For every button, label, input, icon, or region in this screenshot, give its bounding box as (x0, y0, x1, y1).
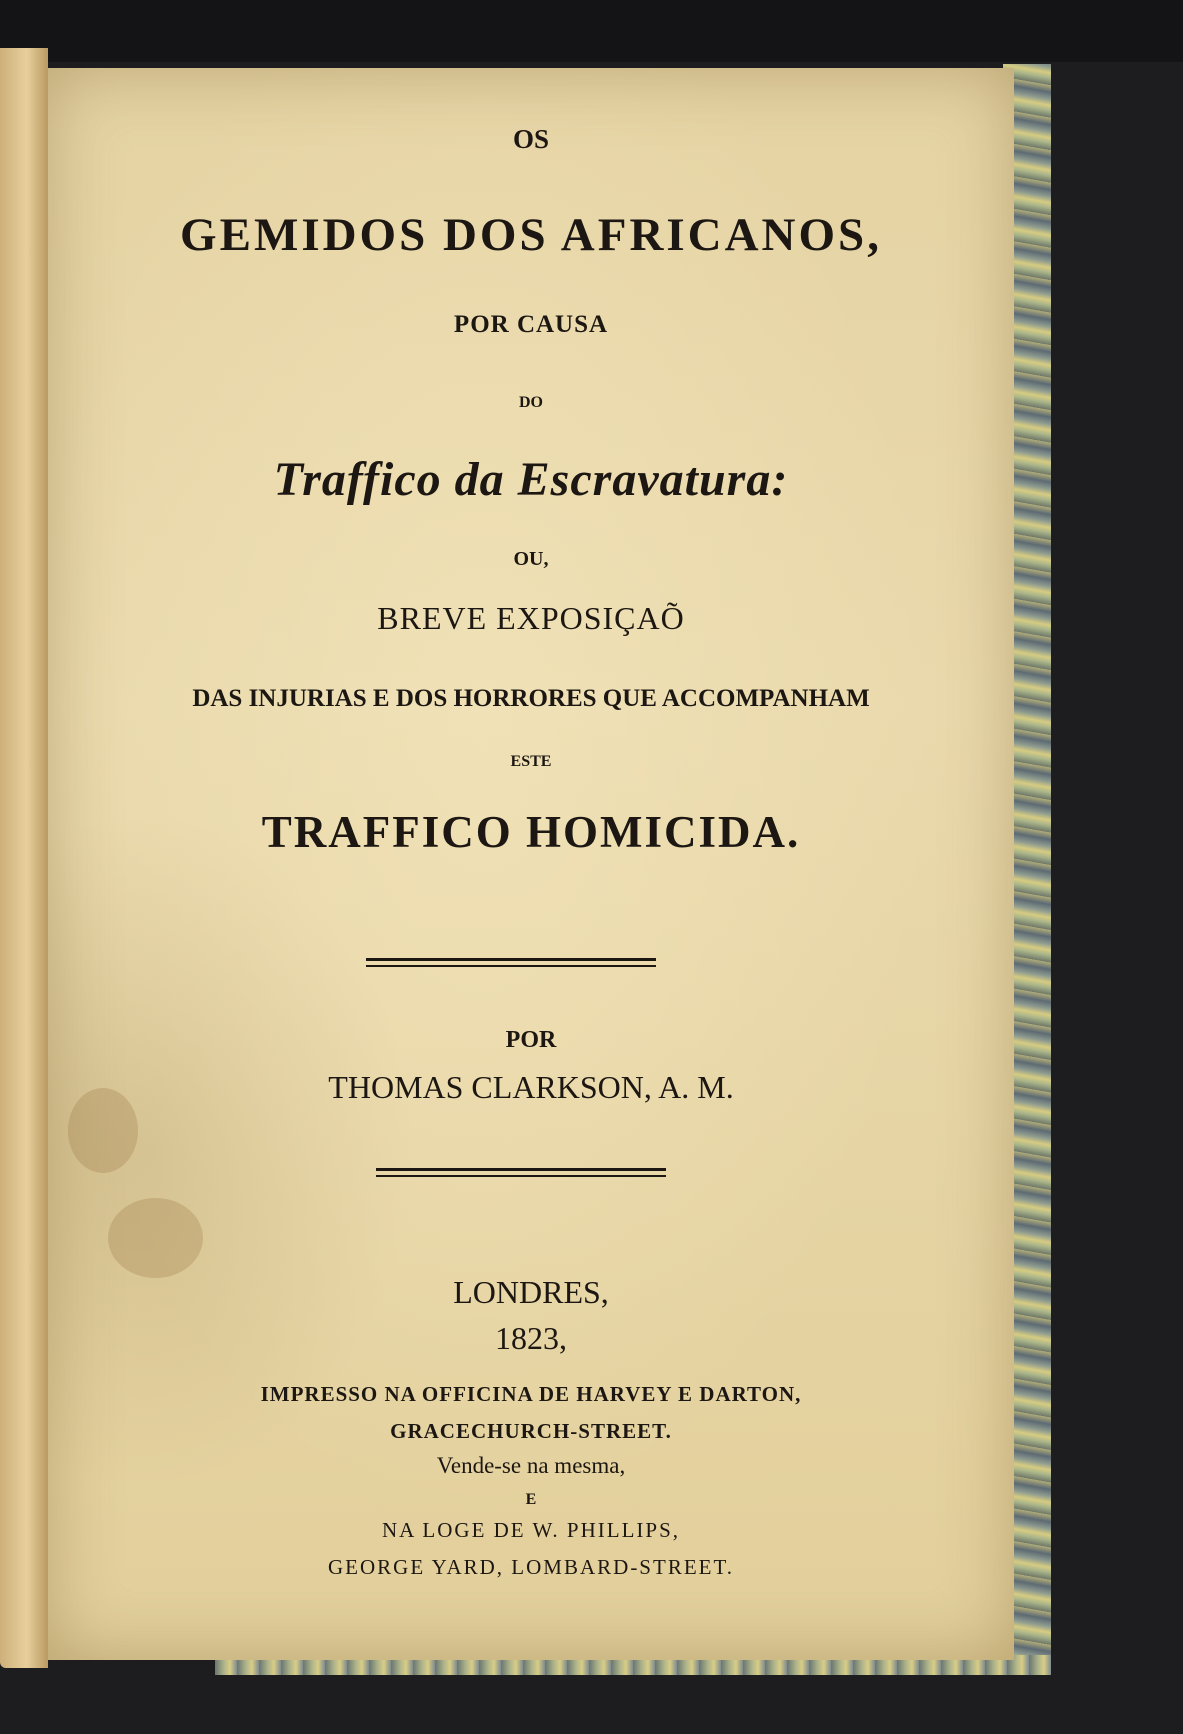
scan-backdrop (0, 0, 1183, 62)
subtitle-breve-exposicao: BREVE EXPOSIÇAÕ (377, 600, 685, 636)
subtitle-este: ESTE (510, 753, 552, 770)
subtitle-do: DO (519, 394, 543, 411)
subtitle-ou: OU, (513, 548, 549, 570)
imprint-street: GRACECHURCH-STREET. (390, 1419, 672, 1443)
imprint-loge: NA LOGE DE W. PHILLIPS, (381, 1518, 680, 1542)
imprint-e: E (525, 1491, 537, 1508)
subtitle-das-injurias: DAS INJURIAS E DOS HORRORES QUE ACCOMPANHAM (192, 685, 870, 712)
author-name: THOMAS CLARKSON, A. M. (328, 1069, 734, 1105)
blackletter-title: Traffico da Escravatura: (273, 453, 789, 506)
main-title: GEMIDOS DOS AFRICANOS, (180, 209, 882, 261)
double-rule-top (366, 958, 656, 967)
imprint-sold: Vende-se na mesma, (436, 1453, 626, 1478)
subtitle-traffico-homicida: TRAFFICO HOMICIDA. (261, 807, 801, 857)
title-page (48, 68, 1014, 1660)
imprint-yard: GEORGE YARD, LOMBARD-STREET. (328, 1555, 734, 1579)
heading-os: OS (512, 124, 550, 154)
imprint-year: 1823, (495, 1320, 567, 1356)
double-rule-bottom (376, 1168, 666, 1177)
imprint-city: LONDRES, (453, 1274, 609, 1310)
previous-leaf-edge (0, 48, 48, 1668)
foxing-stain (108, 1198, 203, 1278)
author-por: POR (505, 1027, 557, 1053)
subtitle-por-causa: POR CAUSA (453, 311, 609, 338)
imprint-printer: IMPRESSO NA OFFICINA DE HARVEY E DARTON, (260, 1382, 802, 1406)
